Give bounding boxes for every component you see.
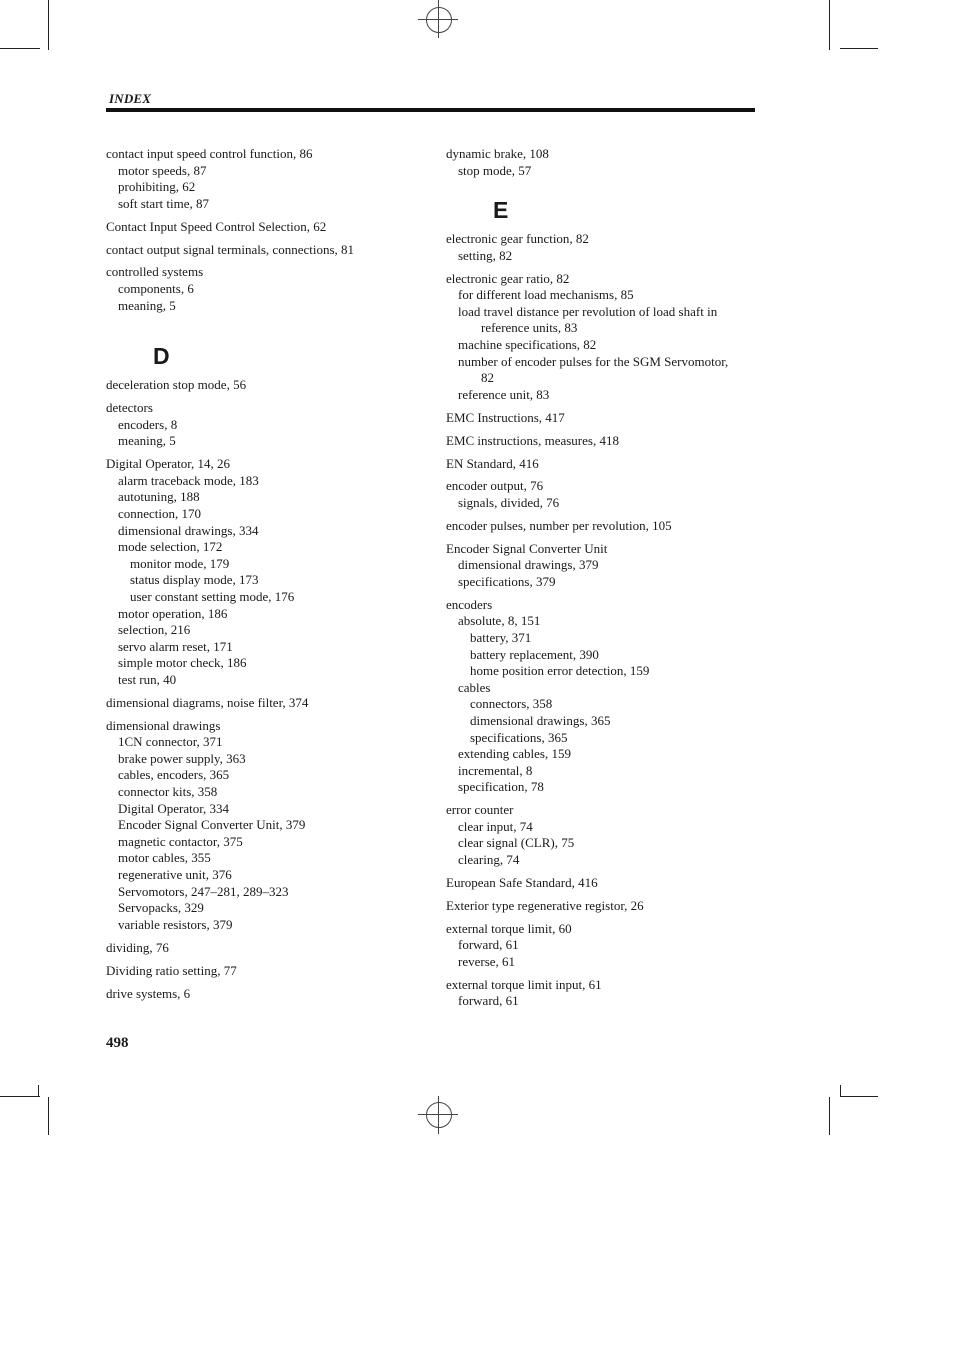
index-entry xyxy=(446,271,756,404)
index-subterm: dimensional drawings, 379 xyxy=(458,557,599,573)
index-entry xyxy=(106,146,426,212)
index-term: Exterior type regenerative registor, 26 xyxy=(446,897,644,913)
index-subterm: connector kits, 358 xyxy=(118,784,218,800)
index-subsubterm: monitor mode, 179 xyxy=(130,555,230,571)
index-term: external torque limit input, 61 xyxy=(446,976,602,992)
index-entry xyxy=(446,410,756,427)
index-subterm: alarm traceback mode, 183 xyxy=(118,472,259,488)
index-subterm: cables xyxy=(458,679,491,695)
index-entry xyxy=(106,718,426,934)
index-subterm: encoders, 8 xyxy=(118,416,178,432)
index-entry xyxy=(106,219,426,236)
index-subterm: machine specifications, 82 xyxy=(458,337,597,353)
index-subterm: forward, 61 xyxy=(458,937,519,953)
index-entry xyxy=(106,456,426,688)
index-subterm: load travel distance per revolution of load shaft in xyxy=(458,303,718,319)
index-entry xyxy=(446,597,756,796)
index-term: EMC instructions, measures, 418 xyxy=(446,432,619,448)
index-entry xyxy=(446,478,756,511)
index-subterm: autotuning, 188 xyxy=(118,489,200,505)
index-subterm: mode selection, 172 xyxy=(118,539,223,555)
index-subterm: specifications, 379 xyxy=(458,573,556,589)
index-subterm: reference unit, 83 xyxy=(458,386,550,402)
index-term: contact output signal terminals, connections, 81 xyxy=(106,241,355,257)
index-subterm: connection, 170 xyxy=(118,505,202,521)
index-term: dividing, 76 xyxy=(106,939,169,955)
index-term: encoders xyxy=(446,596,493,612)
index-term: dynamic brake, 108 xyxy=(446,146,549,161)
index-entry xyxy=(446,898,756,915)
index-subterm: specification, 78 xyxy=(458,779,544,795)
index-subsubterm: status display mode, 173 xyxy=(130,572,259,588)
index-entry xyxy=(106,986,426,1003)
index-subterm-continuation: 82 xyxy=(481,370,494,386)
index-entry xyxy=(446,802,756,868)
header-rule xyxy=(106,108,755,112)
index-subterm: dimensional drawings, 334 xyxy=(118,522,259,538)
index-subterm: soft start time, 87 xyxy=(118,195,209,211)
index-subsubterm: user constant setting mode, 176 xyxy=(130,588,295,604)
index-entry xyxy=(446,456,756,473)
index-subterm: Servomotors, 247–281, 289–323 xyxy=(118,883,289,899)
index-entry xyxy=(446,875,756,892)
index-subterm: signals, divided, 76 xyxy=(458,494,560,510)
index-term: dimensional diagrams, noise filter, 374 xyxy=(106,694,309,710)
index-subterm: forward, 61 xyxy=(458,993,519,1009)
index-subterm: cables, encoders, 365 xyxy=(118,767,230,783)
index-entry xyxy=(446,977,756,1010)
index-subterm: setting, 82 xyxy=(458,247,513,263)
index-term: electronic gear function, 82 xyxy=(446,231,589,247)
index-subterm: absolute, 8, 151 xyxy=(458,613,541,629)
index-subsubterm: dimensional drawings, 365 xyxy=(470,713,611,728)
index-term: external torque limit, 60 xyxy=(446,920,572,936)
index-subterm: meaning, 5 xyxy=(118,297,176,313)
index-subterm: motor cables, 355 xyxy=(118,850,211,866)
index-subsubterm: battery replacement, 390 xyxy=(470,646,599,662)
index-subterm: clear input, 74 xyxy=(458,818,533,834)
index-subterm: 1CN connector, 371 xyxy=(118,734,223,750)
index-subterm: prohibiting, 62 xyxy=(118,179,196,195)
index-subterm: extending cables, 159 xyxy=(458,746,571,762)
index-term: Digital Operator, 14, 26 xyxy=(106,456,231,472)
index-entry xyxy=(446,146,756,179)
index-entry xyxy=(446,921,756,971)
index-entry xyxy=(106,377,426,394)
index-subterm: number of encoder pulses for the SGM Servomotor, xyxy=(458,353,729,369)
index-entry xyxy=(106,242,426,259)
index-subterm: selection, 216 xyxy=(118,622,191,638)
index-subterm: motor operation, 186 xyxy=(118,605,228,621)
index-subterm: stop mode, 57 xyxy=(458,162,532,178)
index-entry xyxy=(106,940,426,957)
index-term: detectors xyxy=(106,400,153,416)
index-term: electronic gear ratio, 82 xyxy=(446,270,570,286)
index-term: deceleration stop mode, 56 xyxy=(106,377,247,393)
index-entry xyxy=(446,541,756,591)
index-subterm: incremental, 8 xyxy=(458,762,533,778)
index-subterm: Encoder Signal Converter Unit, 379 xyxy=(118,817,306,833)
index-subterm: clear signal (CLR), 75 xyxy=(458,835,575,851)
index-subterm: Digital Operator, 334 xyxy=(118,800,230,816)
index-term: error counter xyxy=(446,802,514,818)
index-entry xyxy=(446,518,756,535)
index-term: EMC Instructions, 417 xyxy=(446,409,565,425)
section-letter-d: D xyxy=(153,343,170,370)
index-entry xyxy=(446,433,756,450)
index-subterm: Servopacks, 329 xyxy=(118,900,204,916)
index-subsubterm: connectors, 358 xyxy=(470,696,553,712)
section-letter-e: E xyxy=(493,197,509,224)
index-entry xyxy=(106,695,426,712)
index-term: EN Standard, 416 xyxy=(446,455,539,471)
index-term: encoder pulses, number per revolution, 105 xyxy=(446,517,672,533)
index-term: Dividing ratio setting, 77 xyxy=(106,962,237,978)
index-subterm: magnetic contactor, 375 xyxy=(118,833,243,849)
index-term: European Safe Standard, 416 xyxy=(446,874,598,890)
index-subterm: test run, 40 xyxy=(118,671,177,687)
page-number: 498 xyxy=(106,1035,129,1051)
index-term: contact input speed control function, 86 xyxy=(106,146,313,161)
index-term: Encoder Signal Converter Unit xyxy=(446,540,608,556)
index-term: controlled systems xyxy=(106,264,204,280)
index-term: drive systems, 6 xyxy=(106,985,191,1001)
index-entry xyxy=(446,231,756,264)
index-subterm: clearing, 74 xyxy=(458,852,520,868)
index-term: Contact Input Speed Control Selection, 62 xyxy=(106,218,327,234)
index-entry xyxy=(106,400,426,450)
index-entry xyxy=(106,963,426,980)
index-subterm: meaning, 5 xyxy=(118,433,176,449)
index-column-right xyxy=(446,146,756,1016)
index-subterm: variable resistors, 379 xyxy=(118,916,233,932)
index-subsubterm: specifications, 365 xyxy=(470,729,568,745)
index-subsubterm: battery, 371 xyxy=(470,630,532,646)
index-subterm-continuation: reference units, 83 xyxy=(481,320,578,336)
index-column-left xyxy=(106,146,426,1008)
index-term: encoder output, 76 xyxy=(446,478,544,494)
index-subterm: servo alarm reset, 171 xyxy=(118,638,233,654)
running-head: INDEX xyxy=(109,91,152,106)
index-subsubterm: home position error detection, 159 xyxy=(470,663,650,679)
index-subterm: components, 6 xyxy=(118,281,194,297)
index-subterm: for different load mechanisms, 85 xyxy=(458,287,634,303)
index-subterm: regenerative unit, 376 xyxy=(118,867,232,883)
index-subterm: motor speeds, 87 xyxy=(118,162,207,178)
index-subterm: brake power supply, 363 xyxy=(118,750,246,766)
index-subterm: simple motor check, 186 xyxy=(118,655,247,671)
index-entry xyxy=(106,264,426,314)
index-term: dimensional drawings xyxy=(106,717,221,733)
index-subterm: reverse, 61 xyxy=(458,953,516,969)
